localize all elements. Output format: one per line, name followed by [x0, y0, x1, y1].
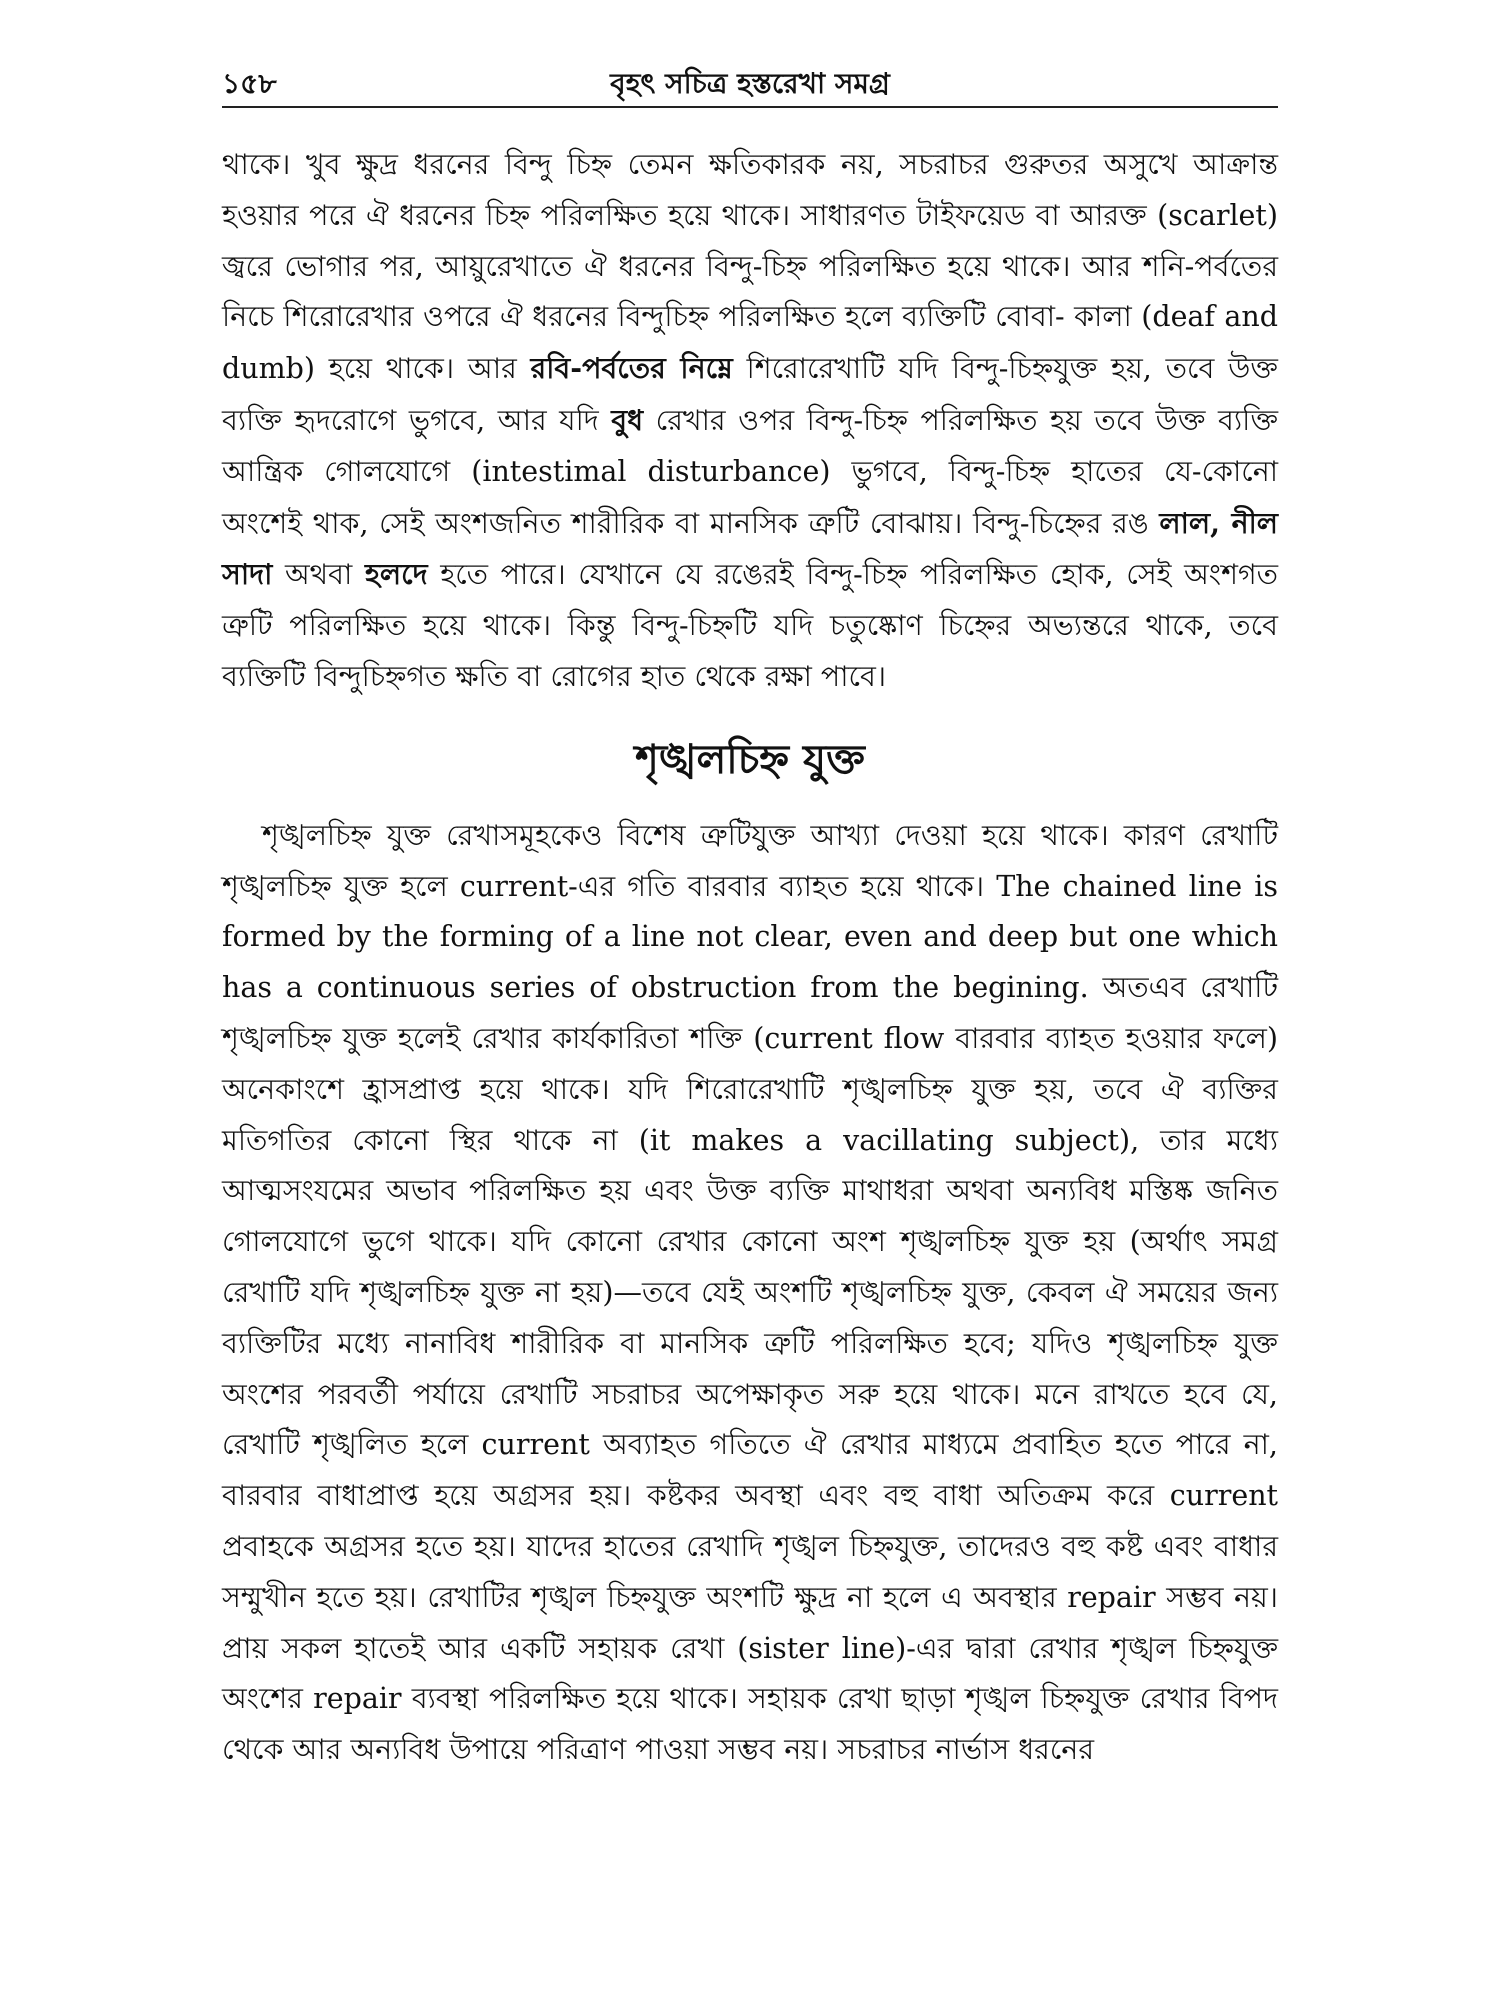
text-run: থাকে। খুব ক্ষুদ্র ধরনের বিন্দু চিহ্ন তেমন ক্ষতিকারক নয়, সচরাচর গুরুতর অসুখে আক্রান্ত হওয়ার পরে ঐ ধরনের চিহ্ন পরিলক্ষিত হয়ে থাকে। সাধারণত টাইফয়েড বা আরক্ত (scarlet) জ্বরে ভোগার পর, আয়ুরেখাতে ঐ ধরনের বিন্দু-চিহ্ন পরিলক্ষিত হয়ে থাকে। আর শনি-পর্বতের নিচে শিরোরেখার ওপরে ঐ ধরনের বিন্দুচিহ্ন পরিলক্ষিত হলে ব্যক্তিটি বোবা- কালা (deaf and dumb) হয়ে থাকে। আর [222, 148, 1278, 386]
bold-term: বুধ [611, 402, 644, 437]
page-number: ১৫৮ [222, 67, 277, 100]
page-header [222, 58, 1278, 106]
text-run: শিরোরেখাটি যদি বিন্দু-চিহ্নযুক্ত হয়, তবে উক্ত ব্যক্তি হৃদরোগে ভুগবে, আর যদি [222, 352, 1278, 437]
text-run: অথবা [272, 558, 365, 592]
bold-term: লাল, নীল সাদা [222, 505, 1278, 592]
paragraph-dot-marks [222, 140, 1278, 703]
bold-term: রবি-পর্বতের নিম্নে [530, 351, 733, 386]
section-heading: শৃঙ্খলচিহ্ন যুক্ত [635, 735, 865, 783]
text-run: হতে পারে। যেখানে যে রঙেরই বিন্দু-চিহ্ন পরিলক্ষিত হোক, সেই অংশগত ত্রুটি পরিলক্ষিত হয়ে থাকে। কিন্তু বিন্দু-চিহ্নটি যদি চতুষ্কোণ চিহ্নের অভ্যন্তরে থাকে, তবে ব্যক্তিটি বিন্দুচিহ্নগত ক্ষতি বা রোগের হাত থেকে রক্ষা পাবে। [222, 558, 1279, 693]
page-body [222, 140, 1278, 1776]
bold-term: হলদে [364, 557, 428, 592]
header-rule [222, 106, 1278, 108]
paragraph-chained-line: শৃঙ্খলচিহ্ন যুক্ত রেখাসমূহকেও বিশেষ ত্রুটিযুক্ত আখ্যা দেওয়া হয়ে থাকে। কারণ রেখাটি শৃঙ্খলচিহ্ন যুক্ত হলে current-এর গতি বারবার ব্যাহত হয়ে থাকে। The chained line is formed by the forming of a line not clear, even and deep but one which has a continuous series of obstruction from the begining. অতএব রেখাটি শৃঙ্খলচিহ্ন যুক্ত হলেই রেখার কার্যকারিতা শক্তি (current flow বারবার ব্যাহত হওয়ার ফলে) অনেকাংশে হ্রাসপ্রাপ্ত হয়ে থাকে। যদি শিরোরেখাটি শৃঙ্খলচিহ্ন যুক্ত হয়, তবে ঐ ব্যক্তির মতিগতির কোনো স্থির থাকে না (it makes a vacillating subject), তার মধ্যে আত্মসংযমের অভাব পরিলক্ষিত হয় এবং উক্ত ব্যক্তি মাথাধরা অথবা অন্যবিধ মস্তিষ্ক জনিত গোলযোগে ভুগে থাকে। যদি কোনো রেখার কোনো অংশ শৃঙ্খলচিহ্ন যুক্ত হয় (অর্থাৎ সমগ্র রেখাটি যদি শৃঙ্খলচিহ্ন যুক্ত না হয়)—তবে যেই অংশটি শৃঙ্খলচিহ্ন যুক্ত, কেবল ঐ সময়ের জন্য ব্যক্তিটির মধ্যে নানাবিধ শারীরিক বা মানসিক ত্রুটি পরিলক্ষিত হবে; যদিও শৃঙ্খলচিহ্ন যুক্ত অংশের পরবর্তী পর্যায়ে রেখাটি সচরাচর অপেক্ষাকৃত সরু হয়ে থাকে। মনে রাখতে হবে যে, রেখাটি শৃঙ্খলিত হলে current অব্যাহত গতিতে ঐ রেখার মাধ্যমে প্রবাহিত হতে পারে না, বারবার বাধাপ্রাপ্ত হয়ে অগ্রসর হয়। কষ্টকর অবস্থা এবং বহু বাধা অতিক্রম করে current প্রবাহকে অগ্রসর হতে হয়। যাদের হাতের রেখাদি শৃঙ্খল চিহ্নযুক্ত, তাদেরও বহু কষ্ট এবং বাধার সম্মুখীন হতে হয়। রেখাটির শৃঙ্খল চিহ্নযুক্ত অংশটি ক্ষুদ্র না হলে এ অবস্থার repair সম্ভব নয়। প্রায় সকল হাতেই আর একটি সহায়ক রেখা (sister line)-এর দ্বারা রেখার শৃঙ্খল চিহ্নযুক্ত অংশের repair ব্যবস্থা পরিলক্ষিত হয়ে থাকে। সহায়ক রেখা ছাড়া শৃঙ্খল চিহ্নযুক্ত রেখার বিপদ থেকে আর অন্যবিধ উপায়ে পরিত্রাণ পাওয়া সম্ভব নয়। সচরাচর নার্ভাস ধরনের [222, 818, 1278, 1767]
text-run: রেখার ওপর বিন্দু-চিহ্ন পরিলক্ষিত হয় তবে উক্ত ব্যক্তি আন্ত্রিক গোলযোগে (intestimal disturbance) ভুগবে, বিন্দু-চিহ্ন হাতের যে-কোনো অংশেই থাক, সেই অংশজনিত শারীরিক বা মানসিক ত্রুটি বোঝায়। বিন্দু-চিহ্নের রঙ [222, 403, 1279, 540]
running-title: বৃহৎ সচিত্র হস্তরেখা সমগ্র [610, 67, 890, 100]
